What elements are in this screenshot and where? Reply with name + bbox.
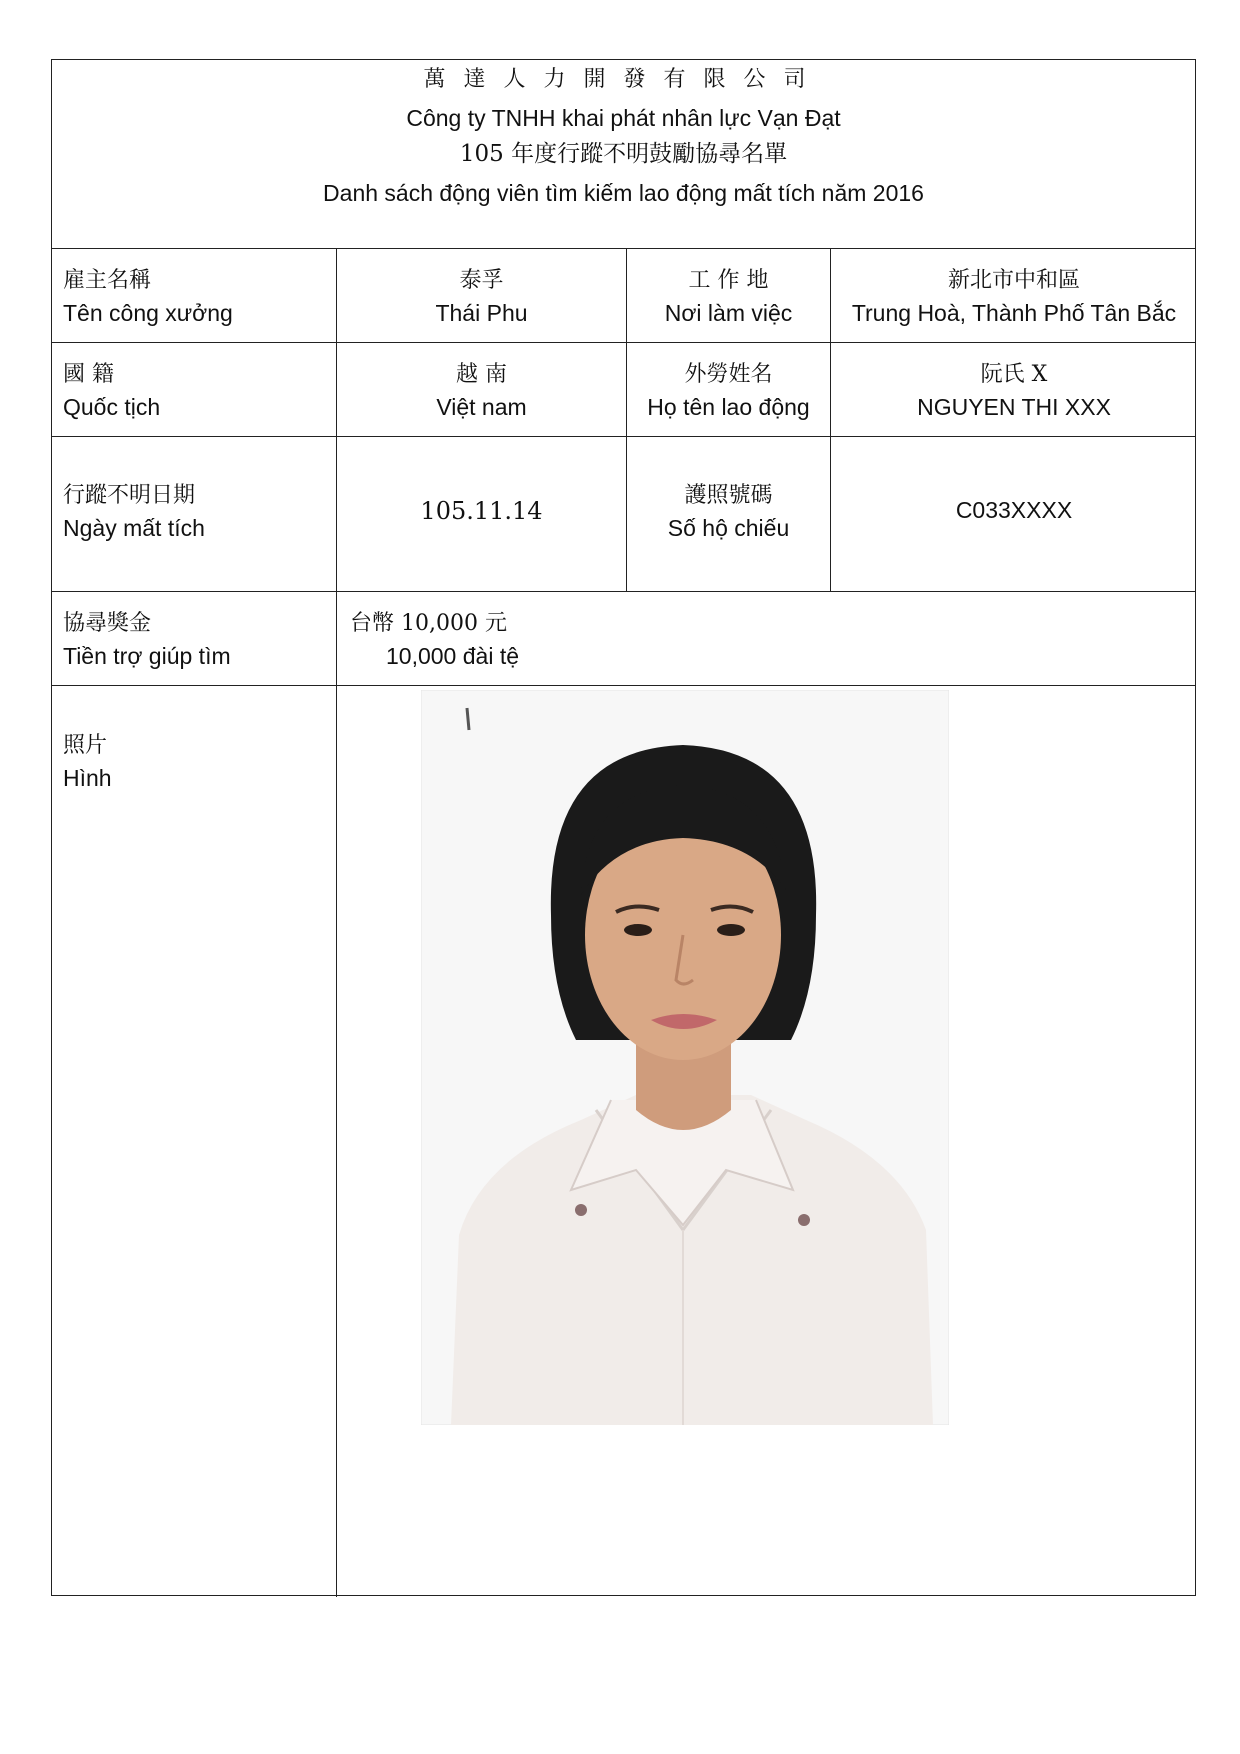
reward-label-vi: Tiền trợ giúp tìm [63,643,231,669]
photo-label-cell [52,686,336,1597]
employer-value-cell [336,249,626,342]
worker-name-label-zh: 外勞姓名 [684,362,773,387]
missing-date-label-vi: Ngày mất tích [63,515,205,541]
nationality-value-cell [336,343,626,436]
nationality-value-vi: Việt nam [436,394,527,420]
form-header [52,60,1195,249]
portrait-image [421,690,949,1425]
reward-value-zh: 台幣 10,000 元 [350,611,507,636]
workplace-label-zh: 工 作 地 [688,268,769,293]
worker-name-value-cell [830,343,1197,436]
employer-value-zh: 泰孚 [459,268,504,293]
reward-label-zh: 協尋獎金 [63,611,152,636]
nationality-value-zh: 越 南 [456,362,507,387]
employer-label-zh: 雇主名稱 [63,268,152,293]
photo-label-zh: 照片 [63,733,108,758]
worker-name-label-cell [626,343,830,436]
company-name-zh: 萬達人力開發有限公司 [423,67,824,92]
employer-label-cell [52,249,336,342]
worker-photo [421,690,949,1425]
nationality-label-zh: 國 籍 [63,362,114,387]
missing-date-label-cell [52,437,336,591]
workplace-label-vi: Nơi làm việc [664,300,793,326]
missing-date-value-cell [336,437,626,591]
worker-name-label-vi: Họ tên lao động [647,394,810,420]
row-reward [52,592,1195,686]
passport-value: C033XXXX [955,497,1073,523]
form-title-vi: Danh sách động viên tìm kiếm lao động mất tích năm 2016 [323,180,924,206]
passport-label-cell [626,437,830,591]
worker-name-value-zh: 阮氏 X [980,362,1048,387]
passport-label-zh: 護照號碼 [684,483,773,508]
passport-value-cell [830,437,1197,591]
workplace-value-cell [830,249,1197,342]
row-employer [52,249,1195,343]
nationality-label-vi: Quốc tịch [63,394,161,420]
reward-label-cell [52,592,336,685]
passport-label-vi: Số hộ chiếu [667,515,790,541]
workplace-value-zh: 新北市中和區 [947,268,1080,293]
workplace-value-vi: Trung Hoà, Thành Phố Tân Bắc [851,300,1177,326]
missing-date-value: 105.11.14 [420,497,543,525]
missing-date-label-zh: 行蹤不明日期 [63,483,196,508]
worker-name-value-vi: NGUYEN THI XXX [917,394,1111,420]
photo-label-vi: Hình [63,765,112,791]
employer-label-vi: Tên công xưởng [63,300,233,326]
nationality-label-cell [52,343,336,436]
reward-value-vi: 10,000 đài tệ [386,643,520,669]
row-nationality [52,343,1195,437]
reward-value-cell [336,592,1197,685]
company-name-vi: Công ty TNHH khai phát nhân lực Vạn Đạt [406,105,841,131]
workplace-label-cell [626,249,830,342]
form-title-zh: 105 年度行蹤不明鼓勵協尋名單 [459,141,788,167]
row-missing-date [52,437,1195,592]
employer-value-vi: Thái Phu [435,300,528,326]
